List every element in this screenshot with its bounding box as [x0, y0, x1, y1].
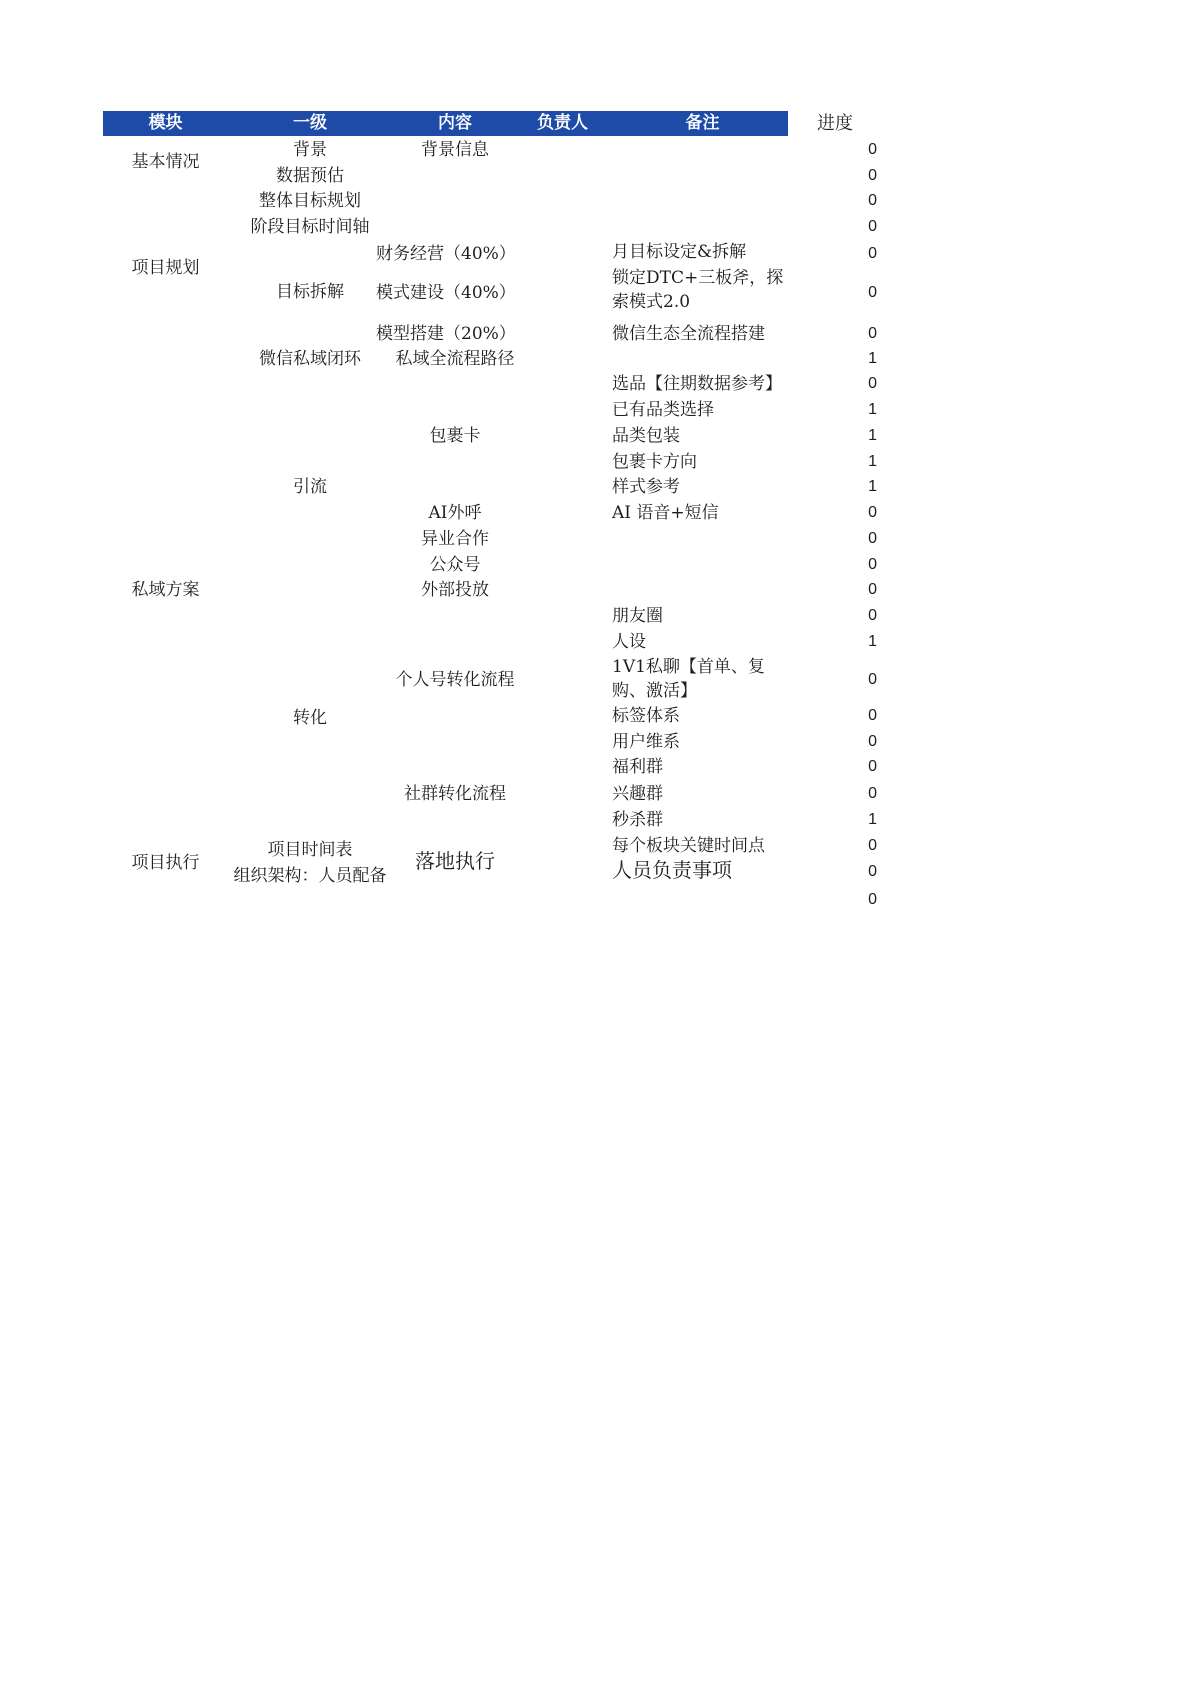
level1-cell: 背景	[293, 140, 327, 160]
notes-cell: 兴趣群	[612, 784, 663, 804]
header-notes: 备注	[685, 113, 720, 133]
content-cell: 落地执行	[415, 849, 495, 873]
notes-cell: 包裹卡方向	[612, 452, 697, 472]
progress-value: 0	[868, 556, 877, 573]
progress-value: 1	[868, 478, 877, 495]
progress-value: 1	[868, 427, 877, 444]
content-cell: 包裹卡	[429, 426, 481, 446]
notes-cell: 人设	[612, 632, 646, 652]
progress-value: 0	[868, 245, 877, 262]
level1-cell: 微信私域闭环	[259, 349, 361, 369]
progress-value: 0	[868, 504, 877, 521]
notes-cell: 用户维系	[612, 732, 680, 752]
notes-cell: 品类包装	[612, 426, 680, 446]
progress-value: 1	[868, 633, 877, 650]
notes-cell: 1V1私聊【首单、复购、激活】	[612, 657, 765, 701]
level1-cell: 项目时间表	[267, 840, 353, 860]
notes-cell: 人员负责事项	[612, 858, 732, 882]
notes-cell: 福利群	[612, 757, 663, 777]
progress-value: 1	[868, 350, 877, 367]
content-cell: 社群转化流程	[404, 784, 506, 804]
notes-cell: 秒杀群	[612, 810, 663, 830]
progress-value: 0	[868, 707, 877, 724]
progress-value: 0	[868, 325, 877, 342]
progress-value: 1	[868, 401, 877, 418]
content-cell: 外部投放	[421, 580, 489, 600]
progress-value: 0	[868, 141, 877, 158]
content-cell: 异业合作	[421, 529, 489, 549]
level1-cell: 组织架构：人员配备	[233, 866, 387, 886]
progress-value: 0	[868, 167, 877, 184]
module-cell: 项目执行	[131, 853, 200, 873]
progress-value: 0	[868, 758, 877, 775]
header-content: 内容	[438, 113, 472, 133]
content-cell: 模式建设（40%）	[376, 283, 516, 303]
progress-value: 0	[868, 671, 877, 688]
progress-value: 0	[868, 218, 877, 235]
header-module: 模块	[148, 113, 183, 133]
progress-value: 0	[868, 375, 877, 392]
notes-cell: 样式参考	[612, 477, 680, 497]
content-cell: 模型搭建（20%）	[376, 324, 516, 344]
header-progress: 进度	[817, 113, 853, 134]
content-cell: 财务经营（40%）	[376, 244, 516, 264]
content-cell: 公众号	[429, 555, 481, 575]
progress-value: 0	[868, 581, 877, 598]
notes-cell: 朋友圈	[612, 606, 663, 626]
header-owner: 负责人	[537, 113, 588, 133]
notes-cell: 微信生态全流程搭建	[612, 324, 765, 344]
progress-value: 0	[868, 785, 877, 802]
module-cell: 基本情况	[131, 152, 200, 172]
level1-cell: 目标拆解	[276, 282, 344, 302]
notes-cell: AI 语音+短信	[612, 503, 719, 523]
header-level1: 一级	[293, 113, 327, 133]
progress-value: 0	[868, 284, 877, 301]
module-cell: 私域方案	[131, 580, 200, 600]
content-cell: 背景信息	[421, 140, 489, 160]
module-cell: 项目规划	[131, 258, 200, 278]
notes-cell: 月目标设定&拆解	[612, 242, 747, 262]
progress-value: 1	[868, 453, 877, 470]
level1-cell: 引流	[293, 477, 327, 497]
notes-cell: 每个板块关键时间点	[612, 836, 765, 856]
notes-cell: 选品【往期数据参考】	[612, 374, 782, 394]
level1-cell: 转化	[293, 708, 327, 728]
progress-value: 1	[868, 811, 877, 828]
content-cell: 私域全流程路径	[395, 349, 515, 369]
progress-value: 0	[868, 192, 877, 209]
progress-value: 0	[868, 530, 877, 547]
level1-cell: 阶段目标时间轴	[250, 217, 370, 237]
level1-cell: 数据预估	[276, 166, 344, 186]
progress-value: 0	[868, 891, 877, 908]
level1-cell: 整体目标规划	[259, 191, 361, 211]
progress-value: 0	[868, 837, 877, 854]
content-cell: 个人号转化流程	[395, 670, 515, 690]
progress-value: 0	[868, 863, 877, 880]
notes-cell: 已有品类选择	[612, 400, 714, 420]
progress-value: 0	[868, 733, 877, 750]
progress-value: 0	[868, 607, 877, 624]
notes-cell: 锁定DTC+三板斧，探索模式2.0	[612, 268, 784, 312]
notes-cell: 标签体系	[612, 706, 680, 726]
content-cell: AI外呼	[428, 503, 482, 523]
